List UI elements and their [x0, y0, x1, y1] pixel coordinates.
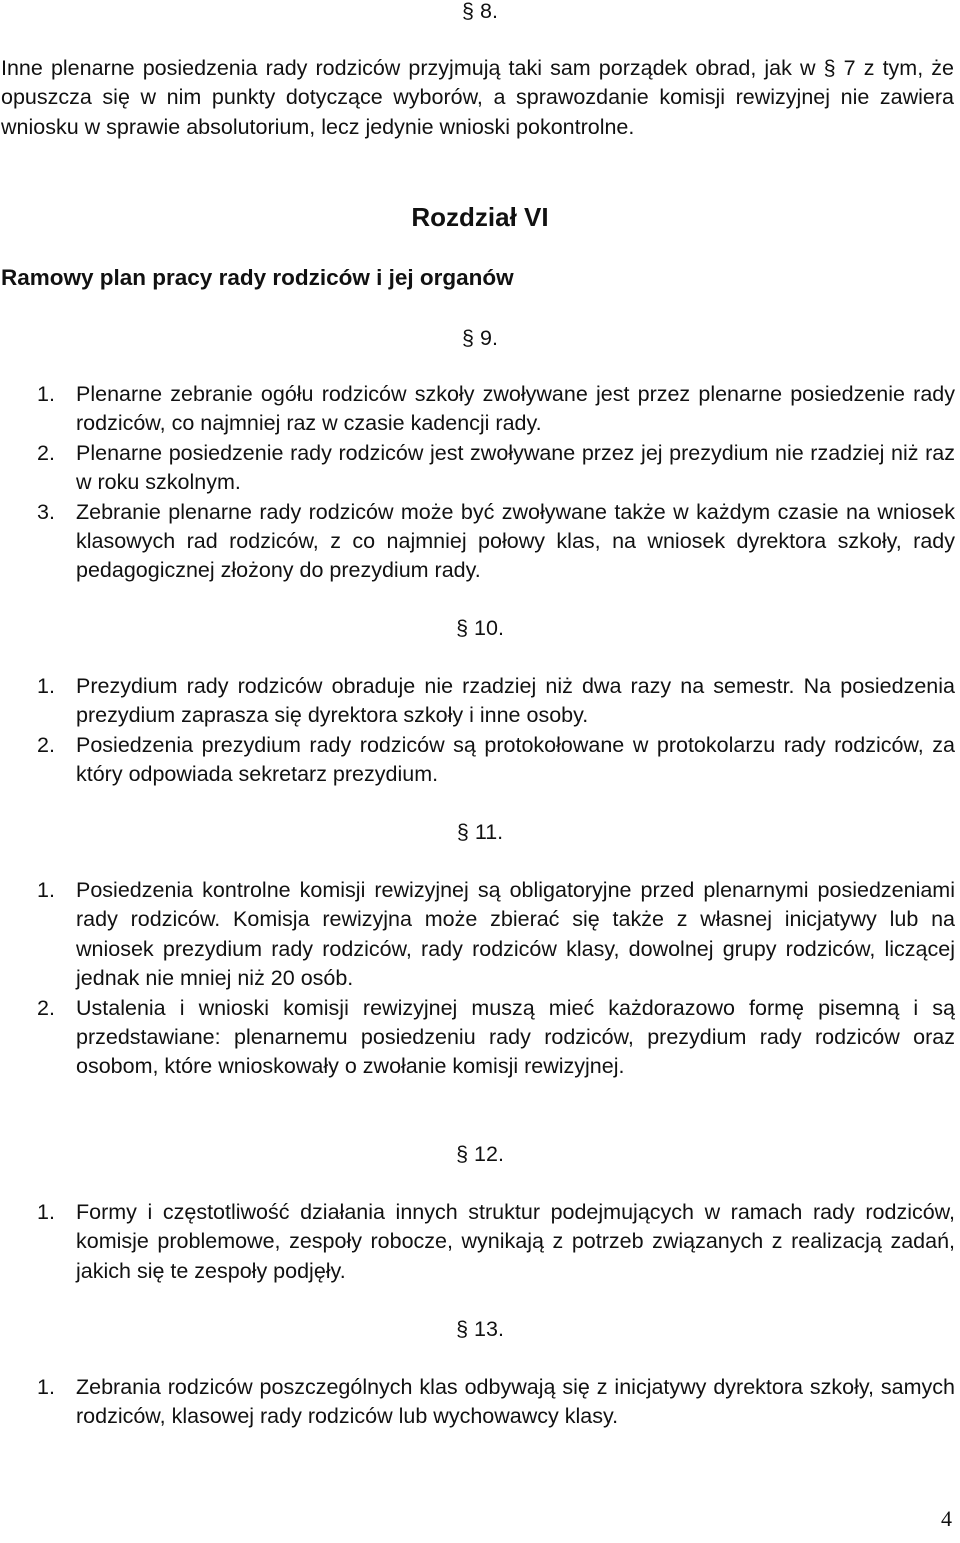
- section-10-heading: § 10.: [456, 616, 504, 640]
- section-8-heading: § 8.: [462, 0, 498, 23]
- chapter-title: Rozdział VI: [411, 202, 549, 232]
- section-11-list: [0, 876, 955, 1082]
- section-12-list: [0, 1198, 955, 1286]
- intro-paragraph: Inne plenarne posiedzenia rady rodziców przyjmują taki sam porządek obrad, jak w § 7 z tym, że opuszcza się w nim punkty dotyczące wyborów, a sprawozdanie komisji rewizyjnej nie zawiera wniosku w sprawie absolutorium, lecz jedynie wnioski pokontrolne.: [1, 56, 954, 139]
- section-10-list: [0, 672, 955, 790]
- list-item: 1. Prezydium rady rodziców obraduje nie rzadziej niż dwa razy na semestr. Na posiedzenia prezydium zaprasza się dyrektora szkoły i inne osoby.: [37, 674, 955, 728]
- list-item: 2. Posiedzenia prezydium rady rodziców są protokołowane w protokolarzu rady rodziców, za który odpowiada sekretarz prezydium.: [37, 732, 955, 787]
- section-13-heading: § 13.: [456, 1317, 504, 1341]
- list-item: 1. Posiedzenia kontrolne komisji rewizyjnej są obligatoryjne przed plenarnymi posiedzeniami rady rodziców. Komisja rewizyjna może zbierać się także z własnej inicjatywy lub na wniosek prezydium rady rodziców, rady rodziców klasy, dowolnej grupy rodziców, liczącej jednak nie mniej niż 20 osób.: [37, 878, 955, 991]
- list-item: 1. Formy i częstotliwość działania innych struktur podejmujących w ramach rady rodziców, komisje problemowe, zespoły robocze, wynikają z potrzeb związanych z realizacją zadań, jakich się te zespoły podjęły.: [37, 1200, 955, 1283]
- list-item: 3. Zebranie plenarne rady rodziców może być zwoływane także w każdym czasie na wniosek klasowych rad rodziców, z co najmniej połowy klas, na wniosek dyrektora szkoły, rady pedagogicznej złożony do prezydium rady.: [37, 499, 955, 583]
- section-9-list: [0, 380, 955, 586]
- section-11-heading: § 11.: [456, 820, 504, 844]
- list-item: 1. Plenarne zebranie ogółu rodziców szkoły zwoływane jest przez plenarne posiedzenie rady rodziców, co najmniej raz w czasie kadencji rady.: [37, 382, 955, 436]
- section-9-heading: § 9.: [462, 326, 498, 350]
- list-item: 1. Zebrania rodziców poszczególnych klas odbywają się z inicjatywy dyrektora szkoły, samych rodziców, klasowej rady rodziców lub wychowawcy klasy.: [37, 1375, 955, 1429]
- section-13-list: [0, 1373, 955, 1432]
- page-number: 4: [941, 1506, 952, 1531]
- section-12-heading: § 12.: [456, 1142, 504, 1166]
- list-item: 2. Plenarne posiedzenie rady rodziców jest zwoływane przez jej prezydium nie rzadziej niż raz w roku szkolnym.: [37, 440, 955, 495]
- chapter-subtitle: Ramowy plan pracy rady rodziców i jej organów: [1, 265, 514, 290]
- list-item: 2. Ustalenia i wnioski komisji rewizyjnej muszą mieć każdorazowo formę pisemną i są przedstawiane: plenarnemu posiedzeniu rady rodziców, prezydium rady rodziców oraz osobom, które wnioskowały o zwołanie komisji rewizyjnej.: [37, 995, 955, 1079]
